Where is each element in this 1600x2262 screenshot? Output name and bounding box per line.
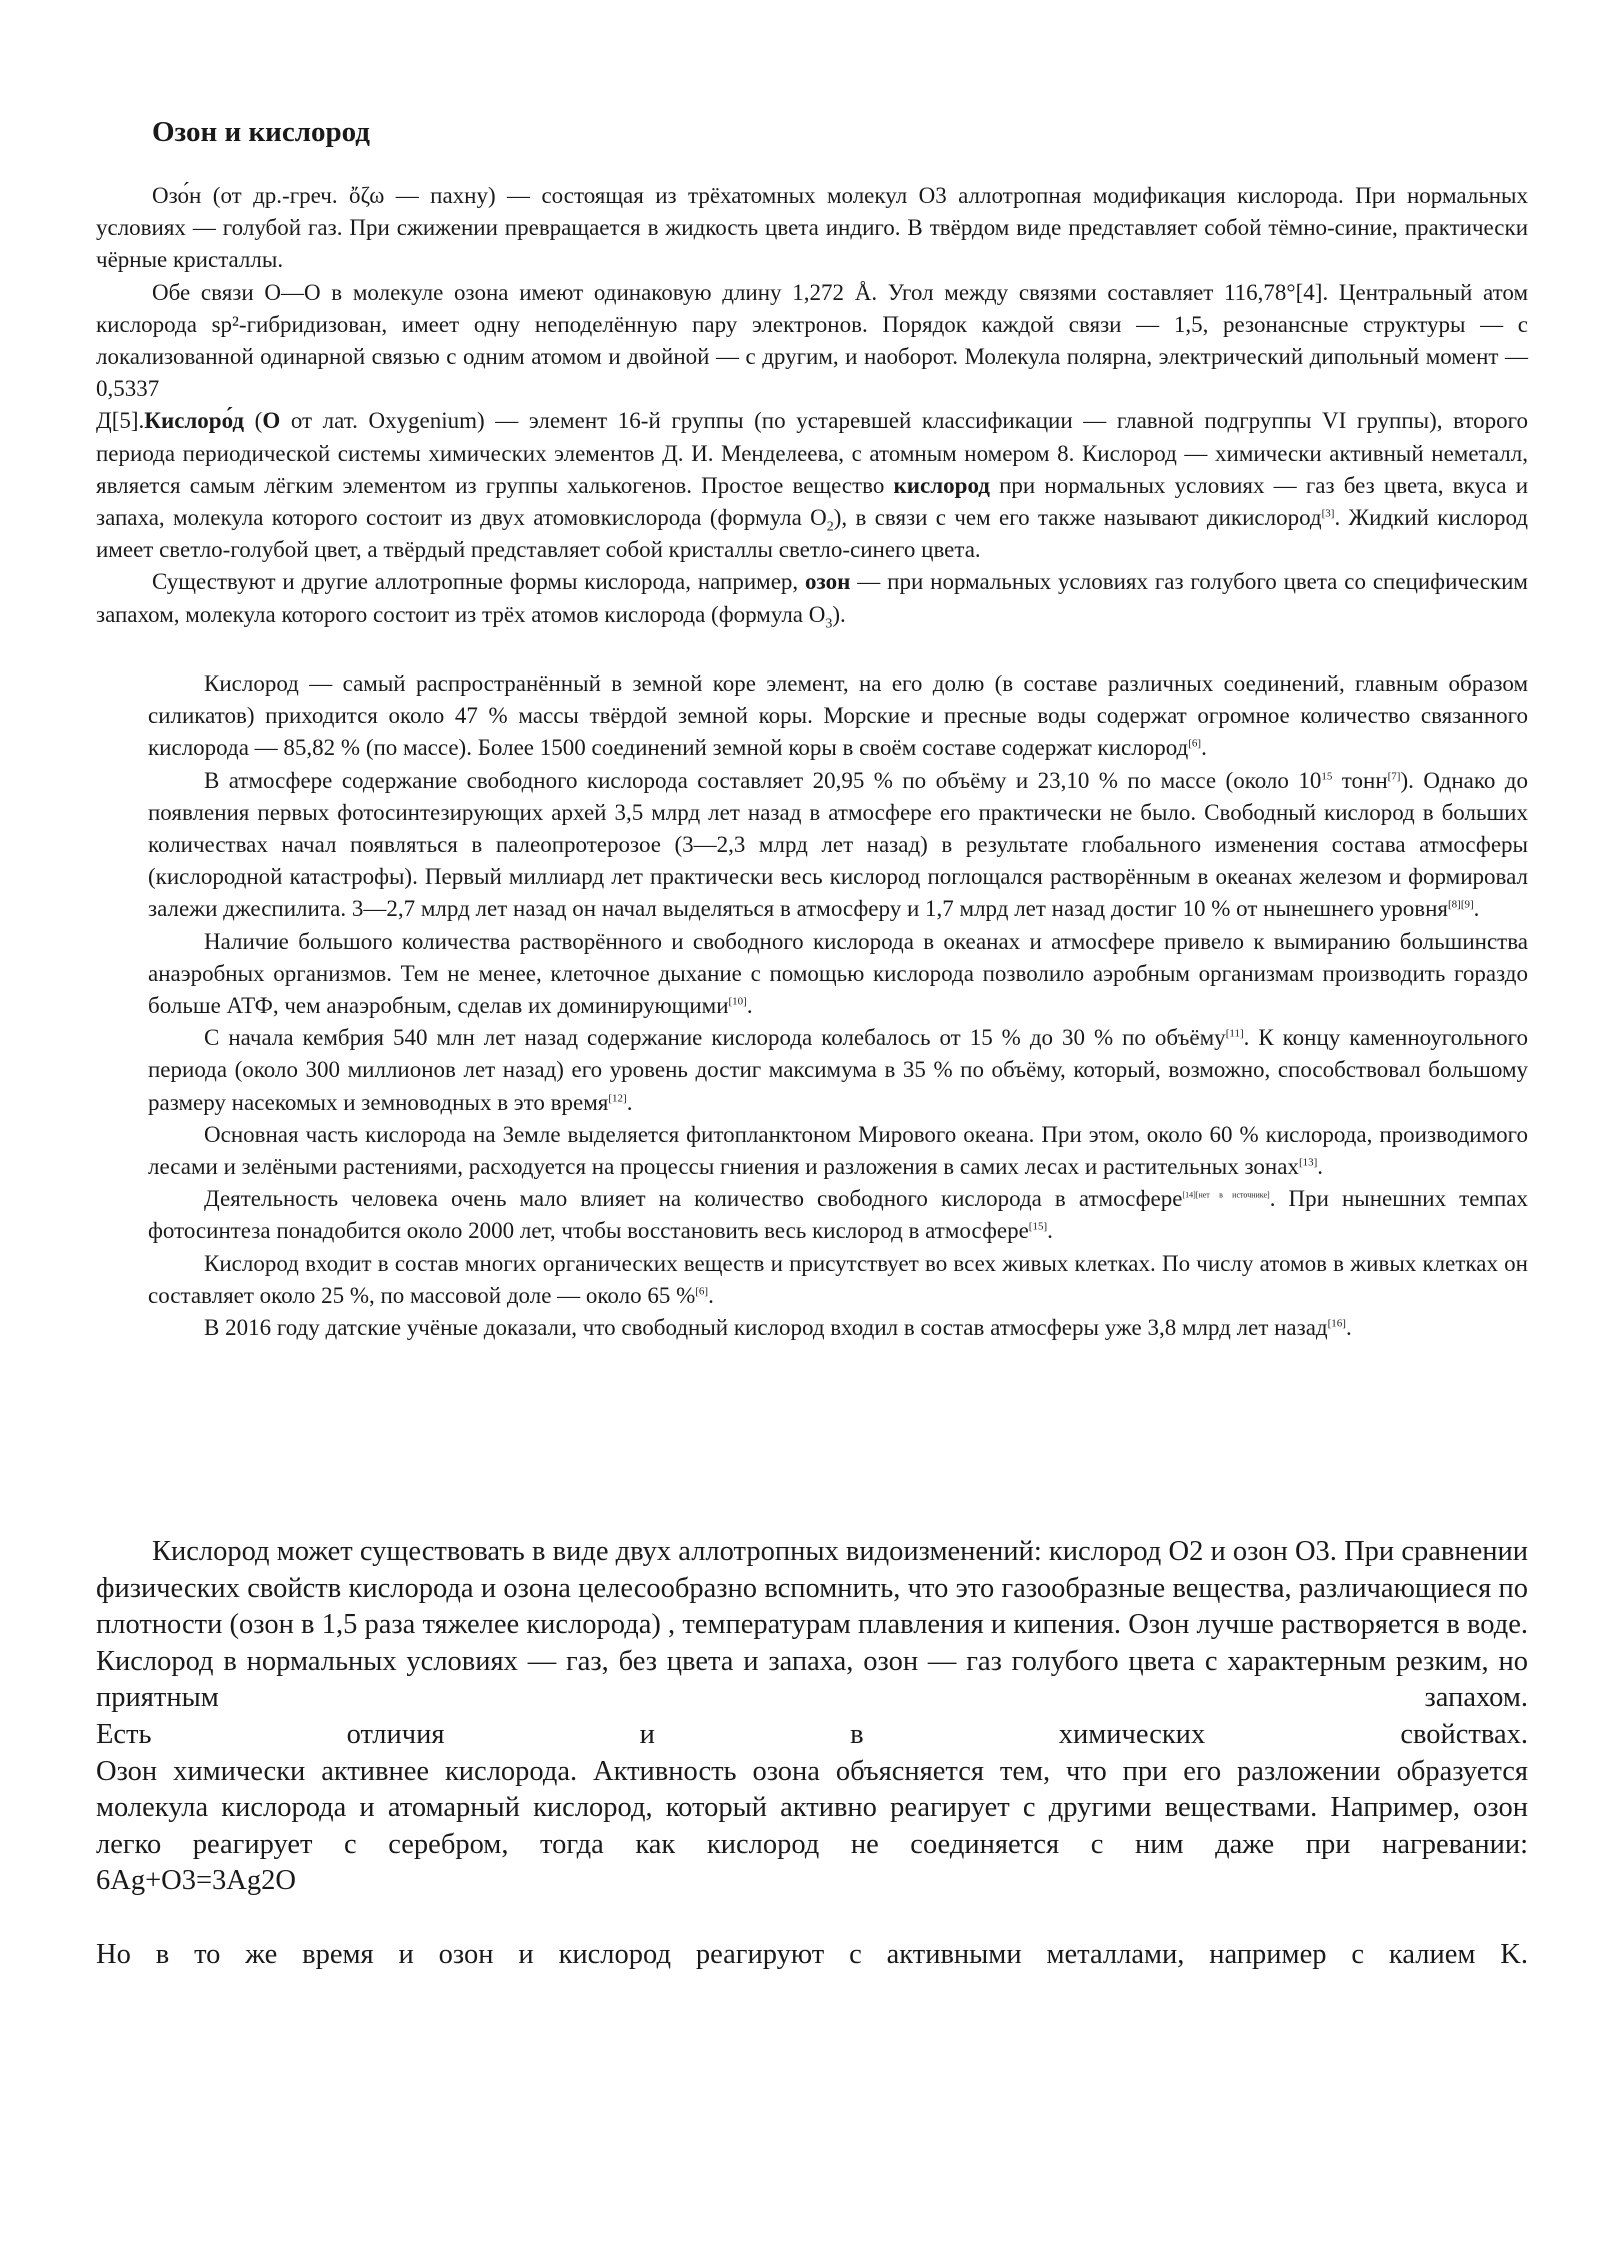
paren-close: ). (832, 601, 846, 627)
oxygen-definition-text: от лат. Oxygenium) — элемент 16-й группы (по устаревшей классификации — главной подгруппы VI группы), второго периода периодической системы химических элементов Д. И. Менделеева, с атомным номером 8. Кислород — химически активный неметалл, является самым лёгким элементом из группы халькогенов. Простое вещество (96, 408, 1528, 498)
human-activity-text: Деятельность человека очень мало влияет на количество свободного кислорода в атмосфере (204, 1186, 1183, 1212)
dioxygen-text: ), в связи с чем его также называют дикислород (833, 505, 1322, 531)
reactivity-paragraph: Озон химически активнее кислорода. Активность озона объясняется тем, что при его разложении образуется молекула кислорода и атомарный кислород, который активно реагирует с другими веществами. Например, озон легко реагирует с серебром, тогда как кислород не соединяется с ним даже при нагревании: (96, 1755, 1528, 1860)
oxygen-substance-text: при нормальных условиях — газ без цвета, вкуса и запаха, молекула которого состоит из двух атомовкислорода (формула O (96, 472, 1529, 531)
period: . (1201, 735, 1207, 761)
phytoplankton-paragraph (148, 1119, 1528, 1183)
reaction-equation: 6Ag+O3=3Ag2O (96, 1865, 296, 1897)
period: . (1317, 1154, 1324, 1180)
reference-link[interactable]: [11] (1225, 1027, 1244, 1040)
danish-study-paragraph (148, 1312, 1528, 1344)
crust-paragraph (148, 668, 1528, 765)
oxygen-abundance-section (148, 668, 1528, 1344)
comparison-section (96, 1534, 1528, 1973)
liquid-oxygen-text: . Жидкий кислород имеет светло-голубой цвет, а твёрдый представляет собой кристаллы светло-синего цвета. (96, 505, 1528, 563)
ozone-structure-paragraph (96, 277, 1528, 406)
human-activity-paragraph (148, 1183, 1528, 1247)
period: . (1345, 1315, 1352, 1341)
blank-line (96, 1900, 1528, 1937)
active-metals-paragraph: Но в то же время и озон и кислород реагируют с активными металлами, например с калием K. (96, 1938, 1528, 1970)
formula-subscript: 2 (826, 519, 834, 535)
atmosphere-history-text: ). Однако до появления первых фотосинтезирующих архей 3,5 млрд лет назад в атмосфере его практически не было. Свободный кислород в больших количествах начал появляться в палеопротерозое (3—2,3 млрд лет назад) в результате глобального изменения состава атмосферы (кислородной катастрофы). Первый миллиард лет практически весь кислород поглощался растворённым в океанах железом и формировал залежи джеспилита. 3—2,7 млрд лет назад он начал выделяться в атмосферу и 1,7 млрд лет назад достиг 10 % от нынешнего уровня (148, 767, 1528, 922)
living-cells-paragraph (148, 1248, 1528, 1312)
ozone-structure-text: Обе связи O—O в молекуле озона имеют одинаковую длину 1,272 Å. Угол между связями составляет 116,78°[4]. Центральный атом кислорода sp²-гибридизован, имеет одну неподелённую пару электронов. Порядок каждой связи — 1,5, резонансные структуры — с локализованной одинарной связью с одним атомом и двойной — с другим, и наоборот. Молекула полярна, электрический дипольный момент — 0,5337 (96, 279, 1528, 402)
reference-link[interactable]: [7] (1387, 769, 1401, 782)
allotropes-paragraph (96, 566, 1528, 630)
period: . (746, 993, 753, 1019)
atmosphere-paragraph (148, 765, 1528, 926)
crust-text: Кислород — самый распространённый в земной коре элемент, на его долю (в составе различных соединений, главным образом силикатов) приходится около 47 % массы твёрдой земной коры. Морские и пресные воды содержат огромное количество связанного кислорода — 85,82 % (по массе). Более 1500 соединений земной коры в своём составе содержат кислород (148, 671, 1528, 761)
reference-link[interactable]: [16] (1327, 1317, 1346, 1330)
tons-text: тонн (1332, 767, 1388, 793)
reference-link[interactable]: [14][нет в источнике] (1182, 1190, 1270, 1200)
danish-study-text: В 2016 году датские учёные доказали, что свободный кислород входил в состав атмосферы уже 3,8 млрд лет назад (204, 1315, 1328, 1341)
reference-link[interactable]: [6] (1188, 737, 1202, 750)
living-cells-text: Кислород входит в состав многих органических веществ и присутствует во всех живых клетках. По числу атомов в живых клетках он составляет около 25 %, по массовой доле — около 65 % (148, 1250, 1528, 1308)
reference-link[interactable]: [12] (608, 1091, 627, 1104)
oxygen-substance-term: кислород (893, 472, 990, 498)
oxygen-term: Кислоро́д (144, 408, 245, 434)
anaerobes-text: Наличие большого количества растворённого и свободного кислорода в океанах и атмосфере привело к вымиранию большинства анаэробных организмов. Тем не менее, клеточное дыхание с помощью кислорода позволило аэробным организмам производить гораздо больше АТФ, чем анаэробным, сделав их доминирующими (148, 928, 1528, 1019)
atmosphere-text: В атмосфере содержание свободного кислорода составляет 20,95 % по объёму и 23,10 % по массе (около 10 (204, 767, 1322, 793)
exponent: 15 (1321, 769, 1333, 782)
ozone-paragraph: Озо́н (от др.-греч. ὄζω — пахну) — состоящая из трёхатомных молекул O3 аллотропная модификация кислорода. При нормальных условиях — голубой газ. При сжижении превращается в жидкость цвета индиго. В твёрдом виде представляет собой тёмно-синие, практически чёрные кристаллы. (96, 183, 1528, 273)
anaerobes-paragraph (148, 926, 1528, 1023)
debye-text: Д[5]. (96, 408, 145, 434)
cambrian-text: С начала кембрия 540 млн лет назад содержание кислорода колебалось от 15 % до 30 % по объёму (204, 1025, 1226, 1051)
photosynthesis-text: . При нынешних темпах фотосинтеза понадобится около 2000 лет, чтобы восстановить весь кислород в атмосфере (148, 1186, 1528, 1244)
period: . (1473, 896, 1480, 922)
normal-conditions-paragraph: Кислород в нормальных условиях — газ, без цвета и запаха, озон — газ голубого цвета с характерным резким, но приятным запахом. (96, 1645, 1528, 1714)
reference-link[interactable]: [3] (1321, 507, 1335, 520)
chemical-differences-paragraph: Есть отличия и в химических свойствах. (96, 1718, 1528, 1750)
reference-link[interactable]: [13] (1298, 1156, 1318, 1169)
period: . (626, 1089, 633, 1115)
reference-link[interactable]: [6] (695, 1285, 709, 1298)
period: . (1047, 1218, 1053, 1244)
ozone-section (96, 180, 1528, 631)
ozone-desc-text: — при нормальных условиях газ голубого цвета со специфическим запахом, молекула которого состоит из трёх атомов кислорода (формула O (96, 569, 1528, 627)
paren-open: ( (244, 408, 263, 434)
allotropes-text: Существуют и другие аллотропные формы кислорода, например, (152, 569, 806, 595)
reference-link[interactable]: [8][9] (1448, 898, 1474, 911)
oxygen-symbol: O (262, 408, 281, 434)
phytoplankton-text: Основная часть кислорода на Земле выделяется фитопланктоном Мирового океана. При этом, около 60 % кислорода, производимого лесами и зелёными растениями, расходуется на процессы гниения и разложения в самих лесах и растительных зонах (148, 1121, 1528, 1180)
cambrian-paragraph (148, 1022, 1528, 1119)
carboniferous-text: . К концу каменноугольного периода (около 300 миллионов лет назад) его уровень достиг максимума в 35 % по объёму, который, возможно, способствовал большому размеру насекомых и земноводных в это время (148, 1025, 1528, 1115)
period: . (708, 1282, 714, 1308)
reference-link[interactable]: [10] (728, 995, 747, 1008)
physical-properties-paragraph: Кислород может существовать в виде двух аллотропных видоизменений: кислород O2 и озон O3. При сравнении физических свойств кислорода и озона целесообразно вспомнить, что это газообразные вещества, различающиеся по плотности (озон в 1,5 раза тяжелее кислорода) , температурам плавления и кипения. Озон лучше растворяется в воде. (96, 1536, 1528, 1641)
reference-link[interactable]: [15] (1028, 1220, 1048, 1233)
document-title: Озон и кислород (152, 116, 370, 148)
ozone-term: озон (805, 569, 851, 595)
oxygen-definition-paragraph (96, 405, 1528, 566)
formula-subscript: 3 (825, 616, 833, 632)
